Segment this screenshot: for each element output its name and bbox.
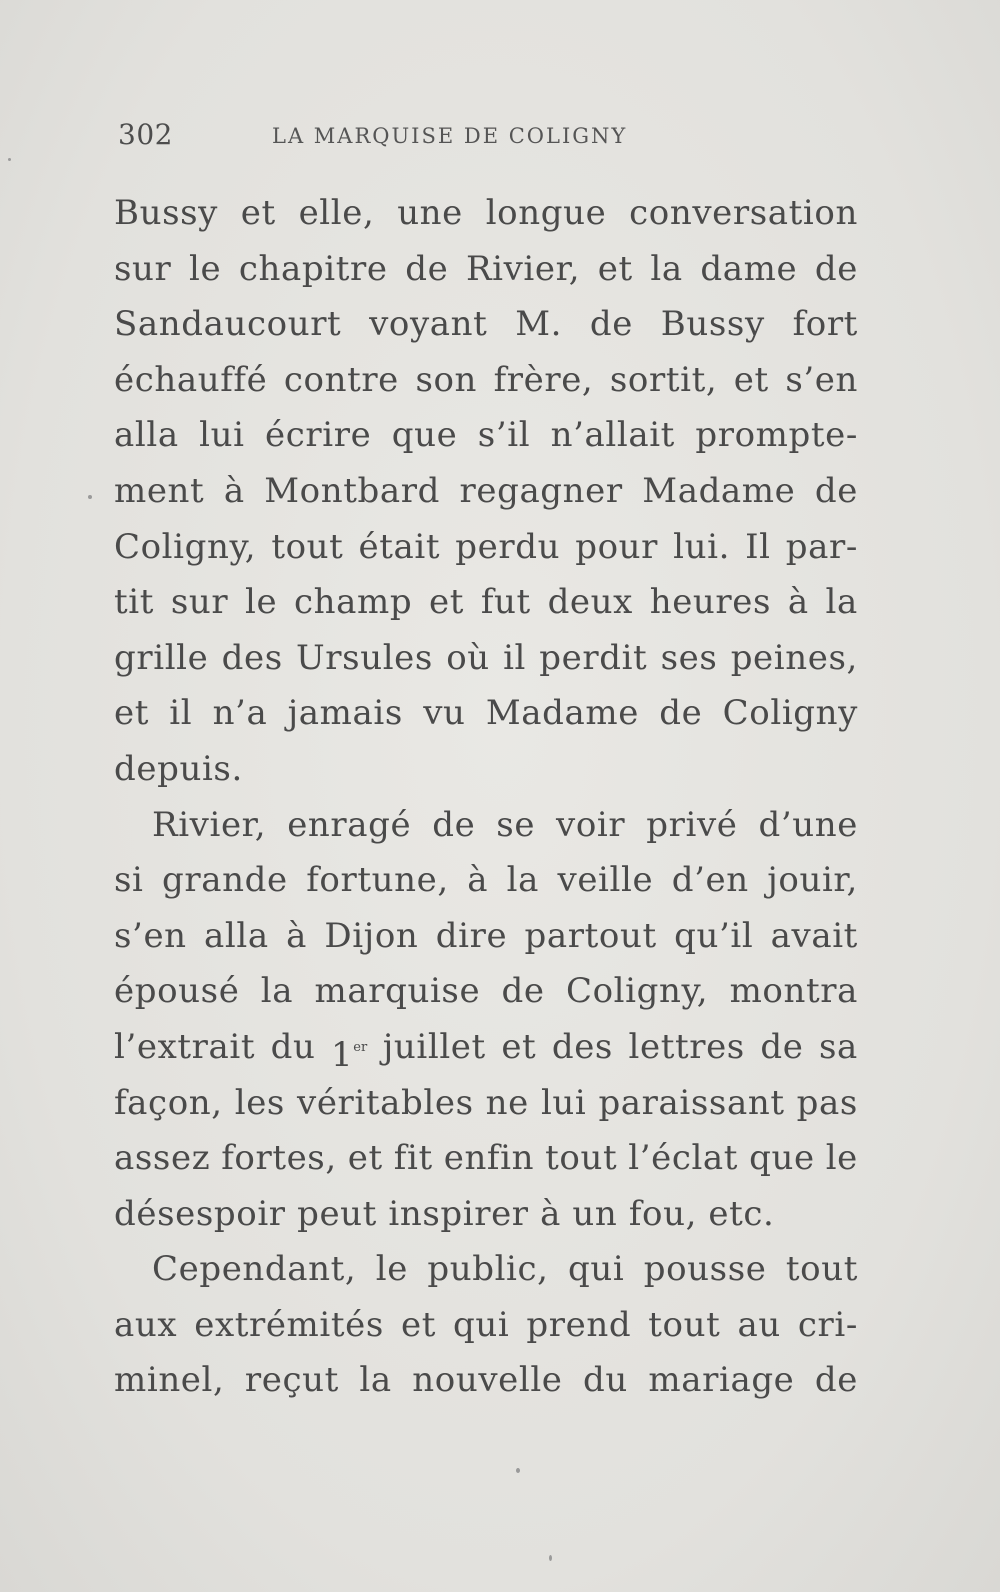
- text-line: aux extrémités et qui prend tout au cri-: [114, 1304, 858, 1345]
- paper-speck: [549, 1555, 552, 1561]
- running-title: LA MARQUISE DE COLIGNY: [272, 124, 628, 148]
- text-line: Cependant, le public, qui pousse tout: [152, 1249, 858, 1290]
- text-line: épousé la marquise de Coligny, montra: [114, 971, 858, 1012]
- text-line: s’en alla à Dijon dire partout qu’il avait: [114, 915, 858, 956]
- text-line-with-ordinal: l’extrait du 1er juillet et des lettres de sa: [114, 1026, 858, 1075]
- text-line: Rivier, enragé de se voir privé d’une: [152, 804, 858, 845]
- paper-speck: [88, 495, 92, 499]
- text-line: Bussy et elle, une longue conversation: [114, 193, 858, 233]
- text-line: minel, reçut la nouvelle du mariage de: [114, 1360, 858, 1401]
- text-line: depuis.: [114, 748, 243, 789]
- text-line: grille des Ursules où il perdit ses peines,: [114, 637, 858, 678]
- text-line: tit sur le champ et fut deux heures à la: [114, 582, 858, 623]
- text-line: alla lui écrire que s’il n’allait prompte-: [114, 415, 858, 456]
- text-line: Sandaucourt voyant M. de Bussy fort: [114, 304, 858, 345]
- paper-speck: [516, 1468, 520, 1473]
- paper-speck: [8, 158, 11, 161]
- running-head: [118, 118, 858, 158]
- text-line: et il n’a jamais vu Madame de Coligny: [114, 693, 858, 734]
- text-line: Coligny, tout était perdu pour lui. Il par-: [114, 526, 858, 567]
- text-line: échauffé contre son frère, sortit, et s’en: [114, 359, 858, 400]
- text-line: assez fortes, et fit enfin tout l’éclat que le: [114, 1138, 858, 1179]
- body-text: [114, 186, 858, 1409]
- text-line: si grande fortune, à la veille d’en jouir,: [114, 860, 858, 901]
- text-line: façon, les véritables ne lui paraissant pas: [114, 1082, 858, 1123]
- text-line: ment à Montbard regagner Madame de: [114, 470, 858, 511]
- text-line: sur le chapitre de Rivier, et la dame de: [114, 248, 858, 289]
- page-number: 302: [118, 118, 173, 151]
- text-line: désespoir peut inspirer à un fou, etc.: [114, 1193, 775, 1234]
